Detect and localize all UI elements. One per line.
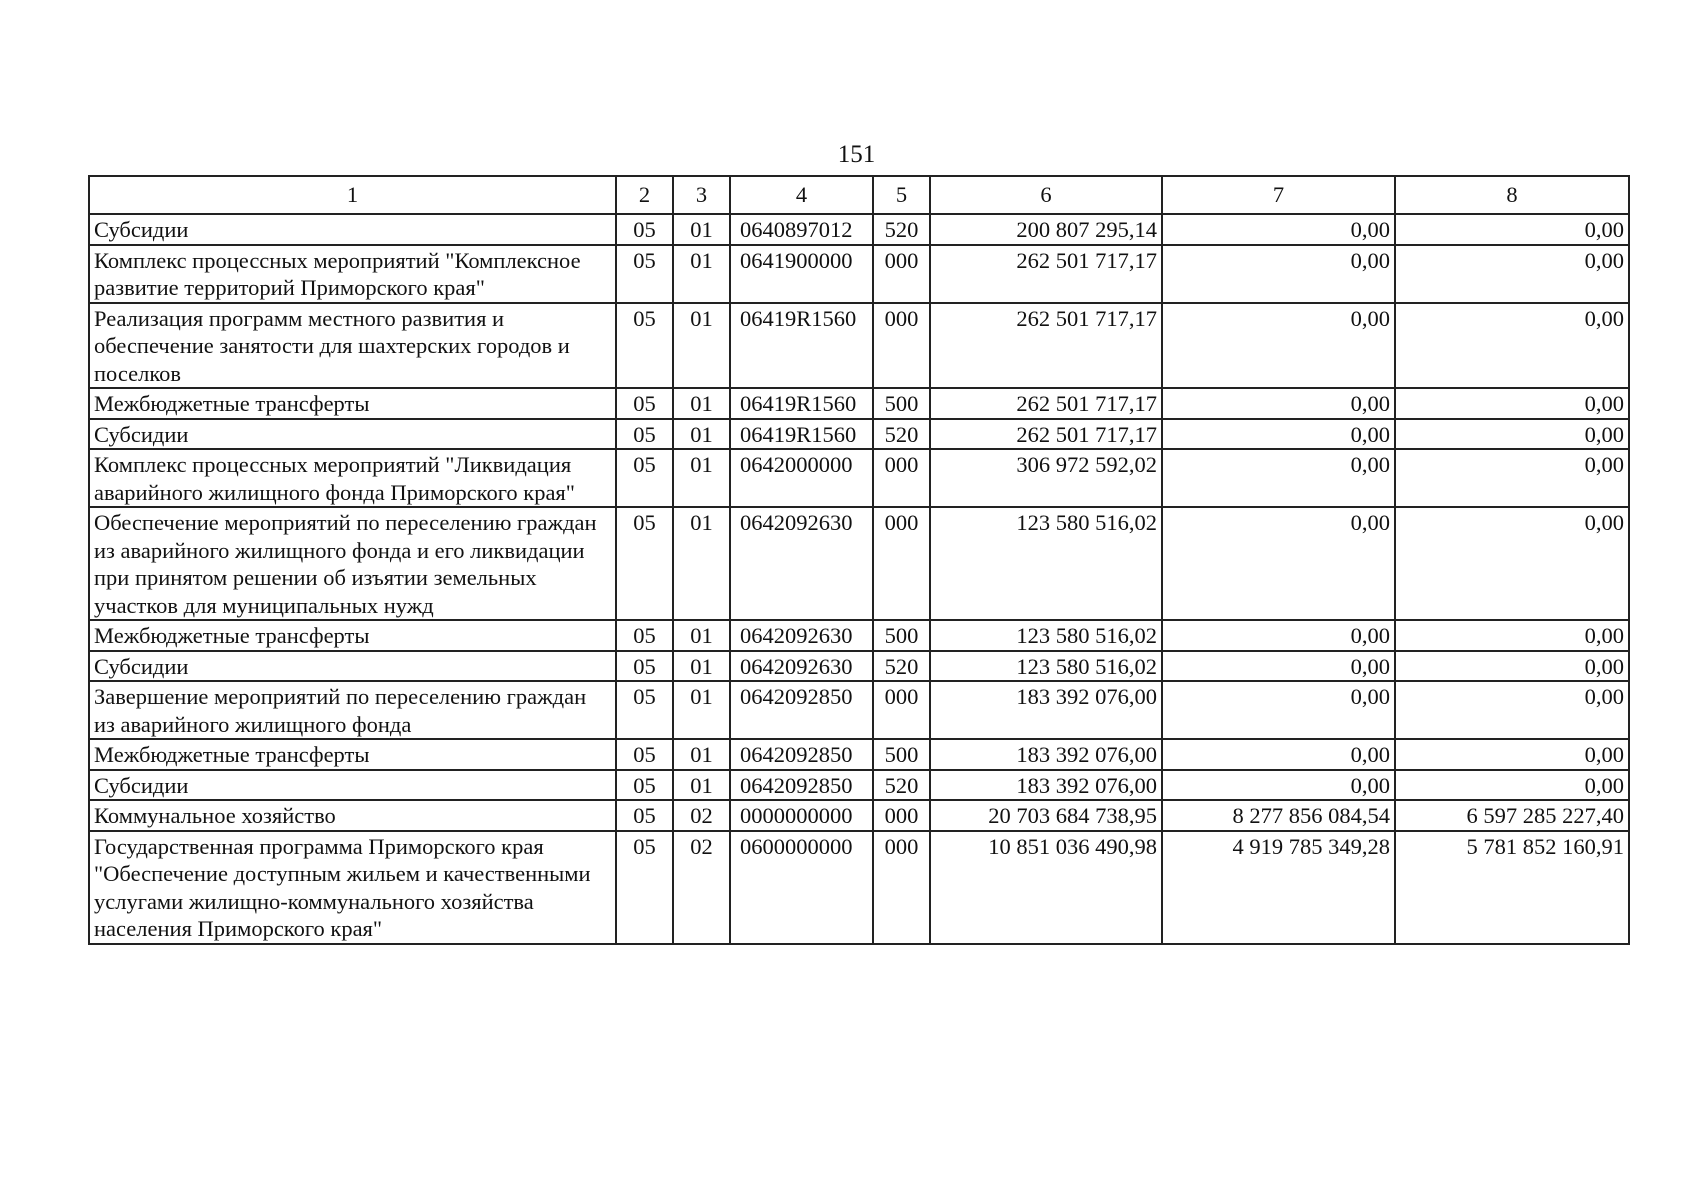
target-article-code: 0641900000	[730, 245, 873, 303]
amount-col6: 200 807 295,14	[930, 214, 1162, 245]
section-code: 05	[616, 507, 673, 620]
column-header: 4	[730, 176, 873, 214]
budget-table	[88, 175, 1630, 945]
amount-col6: 262 501 717,17	[930, 388, 1162, 419]
expense-type-code: 520	[873, 214, 930, 245]
row-name: Субсидии	[89, 419, 616, 450]
amount-col8: 0,00	[1395, 245, 1629, 303]
column-header: 6	[930, 176, 1162, 214]
table-row	[89, 681, 1629, 739]
subsection-code: 01	[673, 770, 730, 801]
amount-col8: 0,00	[1395, 507, 1629, 620]
amount-col6: 262 501 717,17	[930, 245, 1162, 303]
column-header: 3	[673, 176, 730, 214]
table-row	[89, 214, 1629, 245]
amount-col8: 0,00	[1395, 620, 1629, 651]
amount-col8: 6 597 285 227,40	[1395, 800, 1629, 831]
section-code: 05	[616, 800, 673, 831]
column-header: 7	[1162, 176, 1395, 214]
expense-type-code: 000	[873, 800, 930, 831]
subsection-code: 02	[673, 800, 730, 831]
section-code: 05	[616, 449, 673, 507]
expense-type-code: 520	[873, 770, 930, 801]
amount-col6: 123 580 516,02	[930, 651, 1162, 682]
table-row	[89, 651, 1629, 682]
subsection-code: 01	[673, 681, 730, 739]
table-row	[89, 739, 1629, 770]
row-name: Субсидии	[89, 651, 616, 682]
subsection-code: 01	[673, 214, 730, 245]
subsection-code: 01	[673, 303, 730, 389]
section-code: 05	[616, 770, 673, 801]
amount-col6: 183 392 076,00	[930, 681, 1162, 739]
amount-col8: 0,00	[1395, 214, 1629, 245]
target-article-code: 0642092850	[730, 770, 873, 801]
amount-col7: 0,00	[1162, 388, 1395, 419]
amount-col6: 306 972 592,02	[930, 449, 1162, 507]
target-article-code: 06419R1560	[730, 419, 873, 450]
target-article-code: 0642092850	[730, 681, 873, 739]
row-name: Завершение мероприятий по переселению граждан из аварийного жилищного фонда	[89, 681, 616, 739]
subsection-code: 01	[673, 449, 730, 507]
amount-col8: 0,00	[1395, 681, 1629, 739]
amount-col6: 123 580 516,02	[930, 620, 1162, 651]
section-code: 05	[616, 245, 673, 303]
amount-col7: 0,00	[1162, 449, 1395, 507]
amount-col6: 262 501 717,17	[930, 303, 1162, 389]
subsection-code: 01	[673, 245, 730, 303]
table-row	[89, 303, 1629, 389]
section-code: 05	[616, 419, 673, 450]
target-article-code: 0642000000	[730, 449, 873, 507]
row-name: Межбюджетные трансферты	[89, 620, 616, 651]
column-header: 8	[1395, 176, 1629, 214]
target-article-code: 06419R1560	[730, 388, 873, 419]
subsection-code: 01	[673, 507, 730, 620]
subsection-code: 01	[673, 651, 730, 682]
amount-col7: 0,00	[1162, 303, 1395, 389]
expense-type-code: 500	[873, 620, 930, 651]
amount-col7: 0,00	[1162, 620, 1395, 651]
amount-col6: 183 392 076,00	[930, 770, 1162, 801]
amount-col6: 10 851 036 490,98	[930, 831, 1162, 944]
target-article-code: 0000000000	[730, 800, 873, 831]
section-code: 05	[616, 739, 673, 770]
target-article-code: 06419R1560	[730, 303, 873, 389]
row-name: Коммунальное хозяйство	[89, 800, 616, 831]
amount-col6: 20 703 684 738,95	[930, 800, 1162, 831]
expense-type-code: 000	[873, 831, 930, 944]
row-name: Реализация программ местного развития и обеспечение занятости для шахтерских городов и поселков	[89, 303, 616, 389]
row-name: Комплекс процессных мероприятий "Комплексное развитие территорий Приморского края"	[89, 245, 616, 303]
subsection-code: 01	[673, 388, 730, 419]
table-row	[89, 831, 1629, 944]
subsection-code: 02	[673, 831, 730, 944]
target-article-code: 0640897012	[730, 214, 873, 245]
expense-type-code: 000	[873, 245, 930, 303]
amount-col8: 0,00	[1395, 651, 1629, 682]
expense-type-code: 520	[873, 651, 930, 682]
amount-col8: 0,00	[1395, 770, 1629, 801]
table-row	[89, 419, 1629, 450]
amount-col7: 0,00	[1162, 651, 1395, 682]
section-code: 05	[616, 651, 673, 682]
amount-col8: 0,00	[1395, 303, 1629, 389]
row-name: Межбюджетные трансферты	[89, 739, 616, 770]
amount-col7: 8 277 856 084,54	[1162, 800, 1395, 831]
target-article-code: 0600000000	[730, 831, 873, 944]
amount-col8: 5 781 852 160,91	[1395, 831, 1629, 944]
section-code: 05	[616, 831, 673, 944]
expense-type-code: 500	[873, 739, 930, 770]
expense-type-code: 000	[873, 303, 930, 389]
column-header: 5	[873, 176, 930, 214]
section-code: 05	[616, 303, 673, 389]
target-article-code: 0642092630	[730, 620, 873, 651]
subsection-code: 01	[673, 419, 730, 450]
subsection-code: 01	[673, 620, 730, 651]
table-row	[89, 449, 1629, 507]
amount-col8: 0,00	[1395, 419, 1629, 450]
target-article-code: 0642092630	[730, 507, 873, 620]
amount-col7: 0,00	[1162, 739, 1395, 770]
column-header: 2	[616, 176, 673, 214]
amount-col6: 262 501 717,17	[930, 419, 1162, 450]
table-row	[89, 507, 1629, 620]
row-name: Государственная программа Приморского края "Обеспечение доступным жильем и качественными услугами жилищно-коммунального хозяйства населения Приморского края"	[89, 831, 616, 944]
amount-col8: 0,00	[1395, 388, 1629, 419]
amount-col7: 0,00	[1162, 681, 1395, 739]
target-article-code: 0642092850	[730, 739, 873, 770]
table-row	[89, 620, 1629, 651]
amount-col6: 123 580 516,02	[930, 507, 1162, 620]
section-code: 05	[616, 620, 673, 651]
section-code: 05	[616, 388, 673, 419]
amount-col7: 0,00	[1162, 214, 1395, 245]
row-name: Комплекс процессных мероприятий "Ликвидация аварийного жилищного фонда Приморского края"	[89, 449, 616, 507]
expense-type-code: 520	[873, 419, 930, 450]
row-name: Субсидии	[89, 770, 616, 801]
expense-type-code: 000	[873, 681, 930, 739]
row-name: Субсидии	[89, 214, 616, 245]
amount-col8: 0,00	[1395, 449, 1629, 507]
amount-col7: 0,00	[1162, 245, 1395, 303]
header-row	[89, 176, 1629, 214]
section-code: 05	[616, 681, 673, 739]
expense-type-code: 000	[873, 449, 930, 507]
page-number: 151	[837, 141, 876, 168]
expense-type-code: 000	[873, 507, 930, 620]
amount-col7: 0,00	[1162, 507, 1395, 620]
amount-col7: 0,00	[1162, 419, 1395, 450]
table-row	[89, 800, 1629, 831]
amount-col6: 183 392 076,00	[930, 739, 1162, 770]
target-article-code: 0642092630	[730, 651, 873, 682]
expense-type-code: 500	[873, 388, 930, 419]
amount-col7: 4 919 785 349,28	[1162, 831, 1395, 944]
table-row	[89, 770, 1629, 801]
section-code: 05	[616, 214, 673, 245]
row-name: Межбюджетные трансферты	[89, 388, 616, 419]
table-row	[89, 245, 1629, 303]
table-row	[89, 388, 1629, 419]
amount-col8: 0,00	[1395, 739, 1629, 770]
row-name: Обеспечение мероприятий по переселению граждан из аварийного жилищного фонда и его ликвидации при принятом решении об изъятии земельных участков для муниципальных нужд	[89, 507, 616, 620]
amount-col7: 0,00	[1162, 770, 1395, 801]
column-header: 1	[89, 176, 616, 214]
subsection-code: 01	[673, 739, 730, 770]
